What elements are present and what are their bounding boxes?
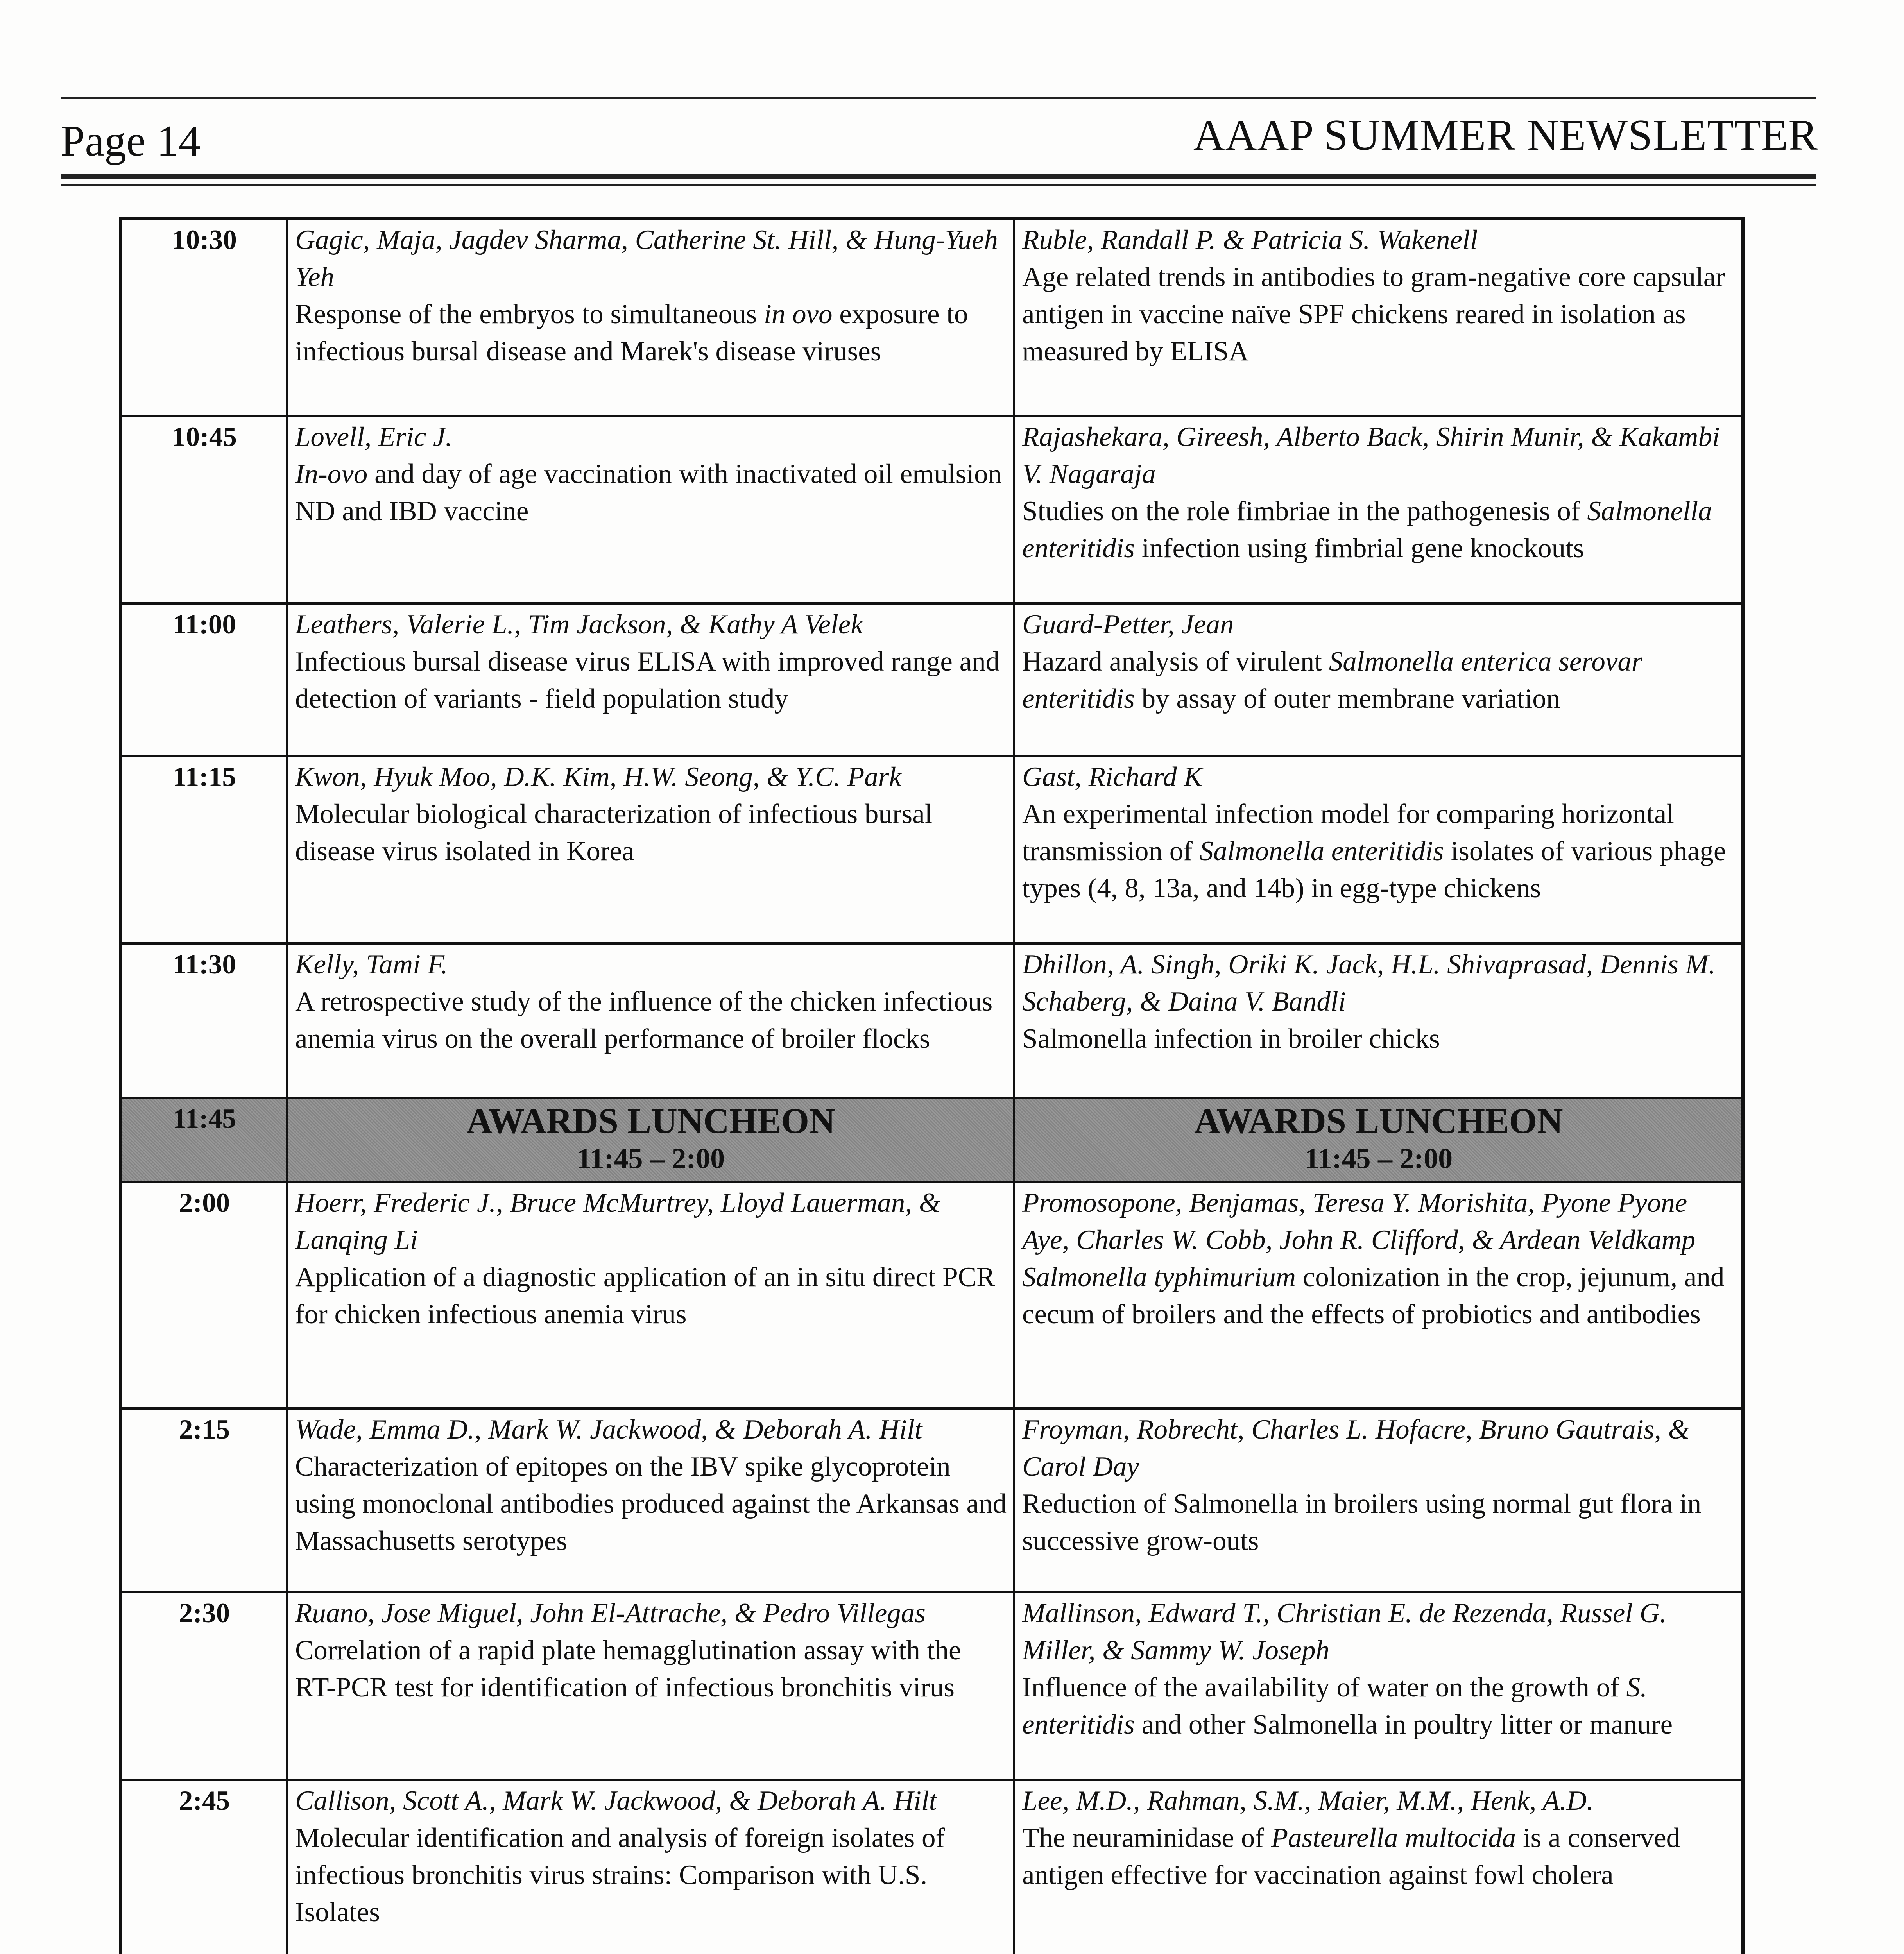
title-text: The neuraminidase of [1022, 1823, 1271, 1853]
time-cell: 11:30 [121, 943, 287, 1098]
title-text: Response of the embryos to simultaneous [295, 299, 764, 329]
event-title: AWARDS LUNCHEON [466, 1101, 835, 1141]
event-time: 11:45 – 2:00 [1304, 1143, 1453, 1175]
paper-authors: Callison, Scott A., Mark W. Jackwood, & Deborah A. Hilt [295, 1786, 937, 1816]
schedule-body [121, 218, 1743, 1954]
table-row [121, 416, 1743, 603]
paper-authors: Mallinson, Edward T., Christian E. de Rezenda, Russel G. Miller, & Sammy W. Joseph [1022, 1598, 1667, 1666]
event-title: AWARDS LUNCHEON [1194, 1101, 1563, 1141]
italic-term: Salmonella enteritidis [1199, 836, 1444, 866]
paper-title [295, 1632, 1007, 1706]
title-text: Molecular identification and analysis of foreign isolates of infectious bronchitis virus strains: Comparison with U.S. Isolates [295, 1823, 945, 1927]
right-session-cell [1014, 1780, 1743, 1954]
right-session-cell [1014, 756, 1743, 943]
table-row [121, 943, 1743, 1098]
title-text: and day of age vaccination with inactivated oil emulsion ND and IBD vaccine [295, 459, 1002, 526]
paper-title [1022, 1020, 1735, 1058]
paper-title [295, 643, 1007, 718]
italic-term: Salmonella typhimurium [1022, 1262, 1296, 1292]
paper-authors: Gast, Richard K [1022, 762, 1202, 792]
right-session-cell [1014, 416, 1743, 603]
paper-title [295, 1820, 1007, 1931]
time-cell: 10:45 [121, 416, 287, 603]
page-number: Page 14 [61, 117, 201, 165]
right-session-cell [1014, 1592, 1743, 1780]
header-rule-thin [61, 184, 1816, 186]
left-session-cell [287, 603, 1014, 756]
paper-title [1022, 643, 1735, 718]
paper-title [295, 296, 1007, 370]
right-session-cell [1014, 943, 1743, 1098]
italic-term: Salmonella enteritidis [1022, 496, 1712, 564]
left-session-cell [287, 1182, 1014, 1408]
left-session-cell [287, 1098, 1014, 1182]
title-text: exposure to infectious bursal disease and Marek's disease viruses [295, 299, 968, 367]
session-schedule-table [119, 217, 1745, 1954]
title-text: Hazard analysis of virulent [1022, 646, 1329, 677]
table-row [121, 218, 1743, 416]
event-time: 11:45 – 2:00 [577, 1143, 725, 1175]
italic-term: Pasteurella multocida [1271, 1823, 1516, 1853]
title-text: and other Salmonella in poultry litter or manure [1134, 1709, 1673, 1740]
paper-authors: Ruano, Jose Miguel, John El-Attrache, & Pedro Villegas [295, 1598, 926, 1628]
time-cell: 2:30 [121, 1592, 287, 1780]
right-session-cell [1014, 1182, 1743, 1408]
paper-authors: Lee, M.D., Rahman, S.M., Maier, M.M., Henk, A.D. [1022, 1786, 1594, 1816]
italic-term: in ovo [763, 299, 833, 329]
italic-term: Salmonella enterica serovar enteritidis [1022, 646, 1642, 714]
paper-authors: Lovell, Eric J. [295, 422, 453, 452]
header-rule-thick [61, 174, 1816, 179]
paper-title [295, 1259, 1007, 1333]
paper-title [295, 796, 1007, 870]
paper-title [1022, 493, 1735, 567]
time-cell: 2:15 [121, 1408, 287, 1592]
left-session-cell [287, 218, 1014, 416]
title-text: Reduction of Salmonella in broilers using normal gut flora in successive grow-outs [1022, 1489, 1702, 1556]
table-row [121, 1780, 1743, 1954]
left-session-cell [287, 943, 1014, 1098]
left-session-cell [287, 416, 1014, 603]
title-text: Studies on the role fimbriae in the pathogenesis of [1022, 496, 1587, 526]
title-text: Salmonella infection in broiler chicks [1022, 1024, 1440, 1054]
title-text: An experimental infection model for comparing horizontal transmission of [1022, 799, 1674, 866]
left-session-cell [287, 1592, 1014, 1780]
paper-authors: Guard-Petter, Jean [1022, 609, 1234, 640]
table-row [121, 756, 1743, 943]
time-cell: 10:30 [121, 218, 287, 416]
title-text: isolates of various phage types (4, 8, 13a, and 14b) in egg-type chickens [1022, 836, 1726, 904]
right-session-cell [1014, 1098, 1743, 1182]
left-session-cell [287, 1780, 1014, 1954]
paper-title [1022, 1669, 1735, 1743]
table-row [121, 603, 1743, 756]
paper-title [295, 983, 1007, 1058]
title-text: Application of a diagnostic application of an in situ direct PCR for chicken infectious anemia virus [295, 1262, 995, 1330]
title-text: infection using fimbrial gene knockouts [1134, 533, 1584, 564]
right-session-cell [1014, 1408, 1743, 1592]
left-session-cell [287, 1408, 1014, 1592]
paper-authors: Gagic, Maja, Jagdev Sharma, Catherine St. Hill, & Hung-Yueh Yeh [295, 225, 998, 292]
title-text: Characterization of epitopes on the IBV spike glycoprotein using monoclonal antibodies produced against the Arkansas and Massachusetts serotypes [295, 1451, 1007, 1556]
title-text: Influence of the availability of water on the growth of [1022, 1672, 1626, 1703]
title-text: Correlation of a rapid plate hemagglutination assay with the RT-PCR test for identification of infectious bronchitis virus [295, 1635, 961, 1703]
paper-authors: Promosopone, Benjamas, Teresa Y. Morishita, Pyone Pyone Aye, Charles W. Cobb, John R. Clifford, & Ardean Veldkamp [1022, 1188, 1696, 1255]
paper-authors: Wade, Emma D., Mark W. Jackwood, & Deborah A. Hilt [295, 1414, 922, 1445]
paper-title [295, 456, 1007, 530]
paper-title [1022, 259, 1735, 370]
table-row [121, 1592, 1743, 1780]
title-text: Infectious bursal disease virus ELISA with improved range and detection of variants - field population study [295, 646, 1000, 714]
paper-authors: Froyman, Robrecht, Charles L. Hofacre, Bruno Gautrais, & Carol Day [1022, 1414, 1690, 1482]
time-cell: 2:00 [121, 1182, 287, 1408]
time-cell: 11:45 [121, 1098, 287, 1182]
paper-authors: Kelly, Tami F. [295, 949, 448, 980]
time-cell: 2:45 [121, 1780, 287, 1954]
paper-authors: Rajashekara, Gireesh, Alberto Back, Shirin Munir, & Kakambi V. Nagaraja [1022, 422, 1720, 489]
paper-authors: Kwon, Hyuk Moo, D.K. Kim, H.W. Seong, & Y.C. Park [295, 762, 901, 792]
paper-title [1022, 1259, 1735, 1333]
table-row [121, 1408, 1743, 1592]
title-text: is a conserved antigen effective for vaccination against fowl cholera [1022, 1823, 1680, 1890]
time-cell: 11:00 [121, 603, 287, 756]
right-session-cell [1014, 603, 1743, 756]
top-rule [61, 97, 1816, 99]
paper-title [1022, 1485, 1735, 1560]
left-session-cell [287, 756, 1014, 943]
paper-title [1022, 796, 1735, 907]
title-text: A retrospective study of the influence of the chicken infectious anemia virus on the overall performance of broiler flocks [295, 986, 993, 1054]
paper-authors: Dhillon, A. Singh, Oriki K. Jack, H.L. Shivaprasad, Dennis M. Schaberg, & Daina V. Bandli [1022, 949, 1716, 1017]
event-row [121, 1098, 1743, 1182]
paper-title [1022, 1820, 1735, 1894]
italic-term: In-ovo [295, 459, 368, 489]
time-cell: 11:15 [121, 756, 287, 943]
title-text: by assay of outer membrane variation [1134, 684, 1560, 714]
title-text: colonization in the crop, jejunum, and cecum of broilers and the effects of probiotics and antibodies [1022, 1262, 1725, 1330]
paper-authors: Ruble, Randall P. & Patricia S. Wakenell [1022, 225, 1478, 255]
right-session-cell [1014, 218, 1743, 416]
newsletter-title: AAAP SUMMER NEWSLETTER [1193, 111, 1818, 159]
title-text: Molecular biological characterization of infectious bursal disease virus isolated in Korea [295, 799, 933, 866]
paper-title [295, 1448, 1007, 1560]
title-text: Age related trends in antibodies to gram-negative core capsular antigen in vaccine naïve SPF chickens reared in isolation as measured by ELISA [1022, 262, 1725, 367]
paper-authors: Leathers, Valerie L., Tim Jackson, & Kathy A Velek [295, 609, 863, 640]
italic-term: S. enteritidis [1022, 1672, 1647, 1740]
table-row [121, 1182, 1743, 1408]
paper-authors: Hoerr, Frederic J., Bruce McMurtrey, Lloyd Lauerman, & Lanqing Li [295, 1188, 941, 1255]
